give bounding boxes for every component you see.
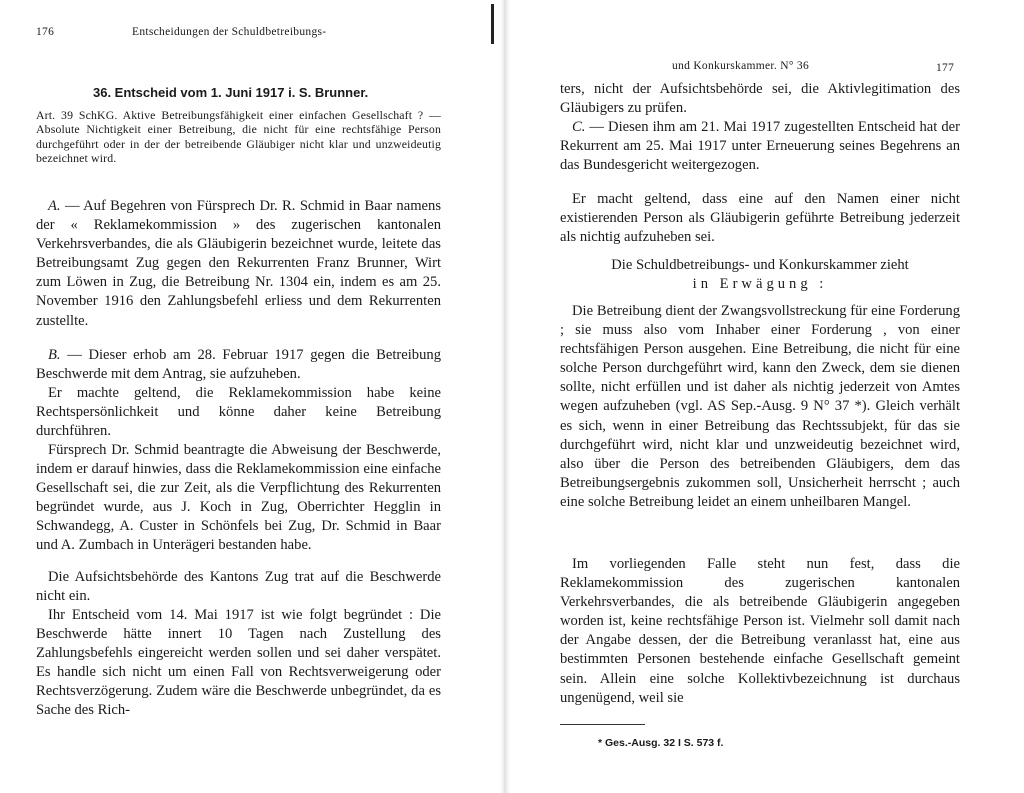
paragraph-e: Die Aufsichtsbehörde des Kantons Zug trat auf die Beschwerde nicht ein. xyxy=(36,569,441,605)
considerations-heading: in Erwägung : xyxy=(692,276,828,292)
paragraph-continued: ters, nicht der Aufsichtsbehörde sei, die Aktivlegitimation des Gläubigers zu prüfen. xyxy=(560,81,960,117)
right-page xyxy=(510,0,1024,793)
paragraph-claim: Er macht geltend, dass eine auf den Namen einer nicht existierenden Person als Gläubigerin geführte Betreibung jederzeit als nichtig aufzuheben sei. xyxy=(560,191,960,246)
paragraph-present-case: Im vorliegenden Falle steht nun fest, dass die Reklamekommission des zugerischen kantonalen Verkehrsverbandes, die als betreibende Gläubigerin angegeben worden ist, keine rechtsfähige Person ist. Vielmehr soll damit nach der Angabe dessen, der die Betreibung veranlasst hat, eine aus bestimmten Personen bestehende einfache Gesellschaft gemeint sein. Allein eine solche Kollektivbezeichnung ist durchaus ungenügend, weil sie xyxy=(560,556,960,706)
left-page-number: 176 xyxy=(36,26,55,38)
paragraph-a xyxy=(36,197,441,331)
summary-paragraph: Art. 39 SchKG. Aktive Betreibungsfähigkeit einer einfachen Gesellschaft ? — Absolute Nichtigkeit einer Betreibung, die nicht für eine rechtsfähige Person durchgeführt oder in der der betreibende Gläubiger nicht klar und unzweideutig bezeichnet wird. xyxy=(36,108,441,165)
right-page-number: 177 xyxy=(936,62,955,74)
paragraph-d: Fürsprech Dr. Schmid beantragte die Abweisung der Beschwerde, indem er darauf hinwies, dass die Reklamekommission eine einfache Gesellschaft sei, die zur Zeit, als die Verpflichtung des Rekurrenten begründet wurde, aus J. Koch in Zug, Oberrichter Hegglin in Schwandegg, A. Custer in Schönfels bei Zug, Dr. Schmid in Baar und A. Zumbach in Unterägeri bestanden habe. xyxy=(36,442,441,554)
paragraph-a-text: — Auf Begehren von Fürsprech Dr. R. Schmid in Baar namens der « Reklamekommission » des zugerischen kantonalen Verkehrsverbandes, die als Gläubigerin bezeichnet wurde, leitete das Betreibungsamt Zug gegen den Rekurrenten Franz Brunner, Wirt zum Löwen in Zug, die Betreibung Nr. 1304 ein, indem es am 25. November 1916 den Zahlungsbefehl erliess und dem Rekurrenten zustellte. xyxy=(36,198,441,329)
right-running-head: und Konkurskammer. N° 36 xyxy=(672,60,810,72)
left-running-head: Entscheidungen der Schuldbetreibungs- xyxy=(132,26,327,38)
decision-title: 36. Entscheid vom 1. Juni 1917 i. S. Brunner. xyxy=(93,85,369,100)
paragraph-b-text: — Dieser erhob am 28. Februar 1917 gegen die Betreibung Beschwerde mit dem Antrag, sie aufzuheben. xyxy=(36,347,441,383)
paragraph-reasoning: Die Betreibung dient der Zwangsvollstreckung für eine Forderung ; sie muss also vom Inhaber einer Forderung , von einer rechtsfähigen Person ausgehen. Eine Betreibung, die nicht für eine solche Person durchgeführt wird, kann den Zweck, dem sie dienen sollte, nicht erfüllen und ist daher als nichtig jederzeit von Amtes wegen aufzuheben (vgl. AS Sep.-Ausg. 9 N° 37 *). Gleich verhält es sich, wenn in einer Betreibung das Rechtssubjekt, für das sie durchgeführt wird, nicht klar und unzweideutig bezeichnet wird, also über die Person des betreibenden Gläubigers, dem das Betreibungsergebnis zukommen soll, Unsicherheit herrscht ; auch eine solche Betreibung leidet an einem unheilbaren Mangel. xyxy=(560,303,960,510)
paragraph-c: Er machte geltend, die Reklamekommission habe keine Rechtspersönlichkeit und könne daher keine Betreibung durchführen. xyxy=(36,385,441,440)
paragraph-c-label: C. xyxy=(572,119,586,135)
paragraph-b xyxy=(36,346,441,384)
paragraph-c-case xyxy=(560,118,960,175)
book-gutter xyxy=(500,0,510,793)
paragraph-c-case-text: — Diesen ihm am 21. Mai 1917 zugestellten Entscheid hat der Rekurrent am 25. Mai 1917 unter Erneuerung seines Begehrens an das Bundesgericht weitergezogen. xyxy=(560,119,960,174)
paragraph-b-label: B. xyxy=(48,347,61,363)
footnote: * Ges.-Ausg. 32 I S. 573 f. xyxy=(598,737,724,749)
paragraph-f: Ihr Entscheid vom 14. Mai 1917 ist wie folgt begründet : Die Beschwerde hätte innert 10 Tagen nach Zustellung des Zahlungsbefehls eingereicht werden sollen und sei daher verspätet. Es handle sich nicht um einen Fall von Rechtsverweigerung oder Rechtsverzögerung. Zudem wäre die Beschwerde unbegründet, da es Sache des Rich- xyxy=(36,607,441,719)
footnote-rule xyxy=(560,724,645,725)
left-page xyxy=(0,0,500,793)
paragraph-a-label: A. xyxy=(48,198,61,214)
court-line: Die Schuldbetreibungs- und Konkurskammer zieht xyxy=(611,257,909,273)
